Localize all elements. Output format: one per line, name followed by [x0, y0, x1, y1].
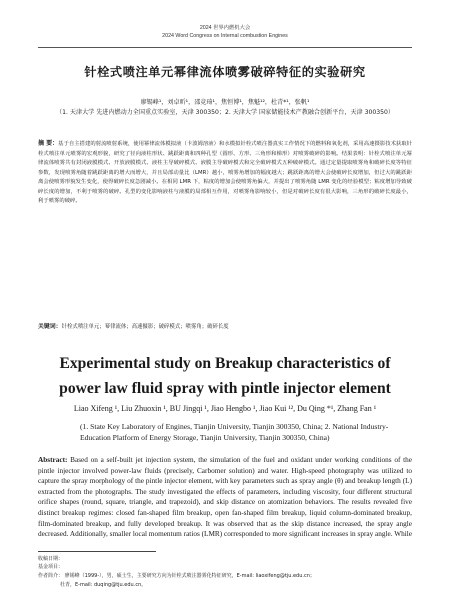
english-abstract	[38, 455, 412, 542]
english-abstract-label: Abstract:	[38, 456, 68, 464]
chinese-authors: 廖锡峰¹，刘卓昕¹，邵竞琦¹，焦恒博¹，焦魁¹²，杜青*¹，张帆¹	[140, 99, 310, 106]
chinese-abstract-label: 摘 要：	[38, 140, 59, 147]
chinese-abstract	[38, 139, 412, 207]
chinese-affiliation: （1. 天津大学 先进内燃动力全国重点实验室，天津 300350；2. 天津大学 国家储能技术产教融合创新平台，天津 300350）	[56, 109, 394, 116]
header-conference-en: 2024 Word Congress on Internal combustion Engines	[162, 33, 288, 39]
english-authors: Liao Xifeng ¹, Liu Zhuoxin ¹, BU Jingqi ¹, Jiao Hengbo ¹, Jiao Kui ¹², Du Qing *¹, Zhang Fan ¹	[73, 404, 377, 413]
chinese-keywords-text: 针栓式喷注单元；幂律流体；高速摄影；破碎模式；喷雾角；破碎长度	[61, 324, 229, 330]
english-title-line-1: Experimental study on Breakup characteristics of	[59, 355, 391, 372]
footnote-rule	[38, 551, 156, 552]
chinese-keywords	[38, 321, 412, 330]
chinese-title: 针栓式喷注单元幂律流体喷雾破碎特征的实验研究	[84, 65, 366, 79]
english-abstract-text: Based on a self-built jet injection system, the simulation of the fuel and oxidant under working conditions of the pintle injector involved power-law fluids (precisely, Carbomer solution) and water. High-speed photography was utilized to capture the spray morphology of the pintle injector element, with key parameters such as spray angle (θ) and breakup length (L) extracted from the photographs. The study investigated the effects of parameters, including viscosity, four different structural orifice shapes (round, square, triangle, and trapezoid), and skip distance on atomization behaviors. The results revealed five distinct breakup regimes: closed fan-shaped film breakup, open fan-shaped film breakup, liquid column-dominated breakup, film-dominated breakup, and fully developed breakup. It was observed that as the skip distance increased, the spray angle decreased. Additionally, smaller local momentum ratios (LMR) corresponded to more significant increases in spray angle. While	[38, 456, 412, 539]
english-affiliation: (1. State Key Laboratory of Engines, Tianjin University, Tianjin 300350, China; 2. National Industry-Education Platform of Energy Storage, Tianjin University, Tianjin 300350, China)	[80, 422, 389, 442]
footnote-received: 收稿日期：	[38, 556, 64, 562]
chinese-abstract-text: 基于自主搭建的射流喷射系统，使用幂律流体模拟液（卡波姆溶液）和水模拟针栓式喷注器真实工作情况下的燃料和氧化剂，采用高速摄影技术获取针栓式喷注单元喷雾的宏观形貌，研究了径向液柱形状、跳跃距离和四种孔型（圆形、方形、三角形和梯形）对喷雾破碎的影响。结果表明：针栓式喷注单元幂律流体喷雾共有封闭液膜模式、开放液膜模式、液柱主导破碎模式、液膜主导破碎模式和完全破碎模式五种破碎模式。通过定量提取喷雾角和破碎长度等特征参数，发现喷雾角随着跳跃距离的增大而增大，并且局部动量比（LMR）越小，喷雾角增加的幅度越大；跳跃距离的增大会使破碎长度增加，但过大的跳跃距离会使喷雾形貌发生变化，使得破碎长度急剧减小。在相同 LMR 下，粘度的增加会使喷雾角偏大，并提出了喷雾角随 LMR 变化的经验模型；粘度增加导致破碎长度的增加，不利于喷雾的破碎。孔型的变化影响液柱与液膜的局部相互作用，对喷雾角影响较小，但是对破碎长度有很大影响，三角形的破碎长度最小，利于喷雾的破碎。	[38, 141, 413, 205]
english-title-line-2: power law fluid spray with pintle injector element	[59, 380, 391, 397]
footnote-corresponding: 杜青，E-mail: duqing@tju.edu.cn。	[60, 582, 147, 588]
footnote-fund: 基金项目：	[38, 564, 64, 570]
header-conference-cn: 2024 世界内燃机大会	[199, 25, 251, 31]
header-rule	[38, 47, 412, 48]
footnote-author-info: 作者简介： 廖锡峰（1999-），男，硕士生，主要研究方向为针栓式喷注器雾化特征研究，E-mail: liaoxifeng@tju.edu.cn；	[38, 573, 315, 579]
chinese-keywords-label: 关键词：	[38, 324, 62, 330]
